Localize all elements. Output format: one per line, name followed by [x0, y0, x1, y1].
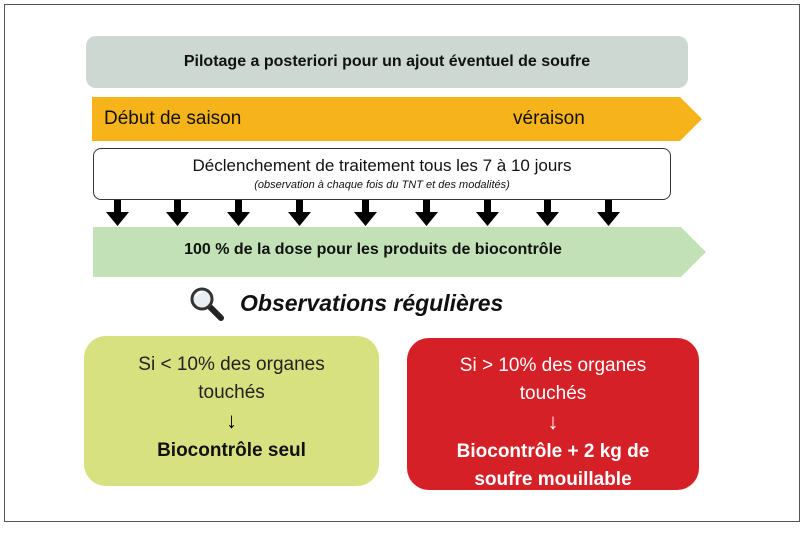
treatment-arrows [100, 200, 640, 230]
low-card-arrow: ↓ [226, 408, 237, 433]
treatment-arrow [536, 200, 559, 226]
high-result-line1: Biocontrôle + 2 kg de [456, 441, 650, 462]
trigger-sub-text: (observation à chaque fois du TNT et des modalités) [254, 179, 510, 191]
treatment-arrow [288, 200, 311, 226]
low-infection-card [84, 336, 379, 486]
treatment-arrow [597, 200, 620, 226]
treatment-arrow [415, 200, 438, 226]
high-condition-line2: touchés [519, 383, 587, 404]
season-end-label: véraison [513, 108, 585, 129]
high-condition-line1: Si > 10% des organes [459, 355, 647, 376]
low-condition-line1: Si < 10% des organes [138, 354, 325, 375]
header-title [86, 36, 688, 88]
low-card-result: Biocontrôle seul [157, 440, 306, 461]
treatment-arrow [476, 200, 499, 226]
dose-label: 100 % de la dose pour les produits de biocontrôle [184, 241, 562, 258]
observations-title: Observations régulières [240, 290, 504, 316]
high-card-condition [407, 352, 699, 408]
treatment-arrow [106, 200, 129, 226]
magnifier-icon [188, 286, 228, 322]
high-result-line2: soufre mouillable [474, 469, 632, 490]
treatment-arrow [166, 200, 189, 226]
high-card-result [407, 438, 699, 494]
treatment-trigger-box [93, 148, 671, 200]
treatment-arrow [354, 200, 377, 226]
trigger-main-text: Déclenchement de traitement tous les 7 à 10 jours [192, 156, 572, 175]
high-card-arrow: ↓ [547, 409, 559, 434]
low-condition-line2: touchés [198, 382, 265, 403]
high-infection-card [407, 338, 699, 490]
low-card-condition [84, 351, 379, 407]
header-title-text: Pilotage a posteriori pour un ajout éventuel de soufre [183, 53, 591, 70]
season-start-label: Début de saison [104, 108, 242, 129]
treatment-arrow [227, 200, 250, 226]
